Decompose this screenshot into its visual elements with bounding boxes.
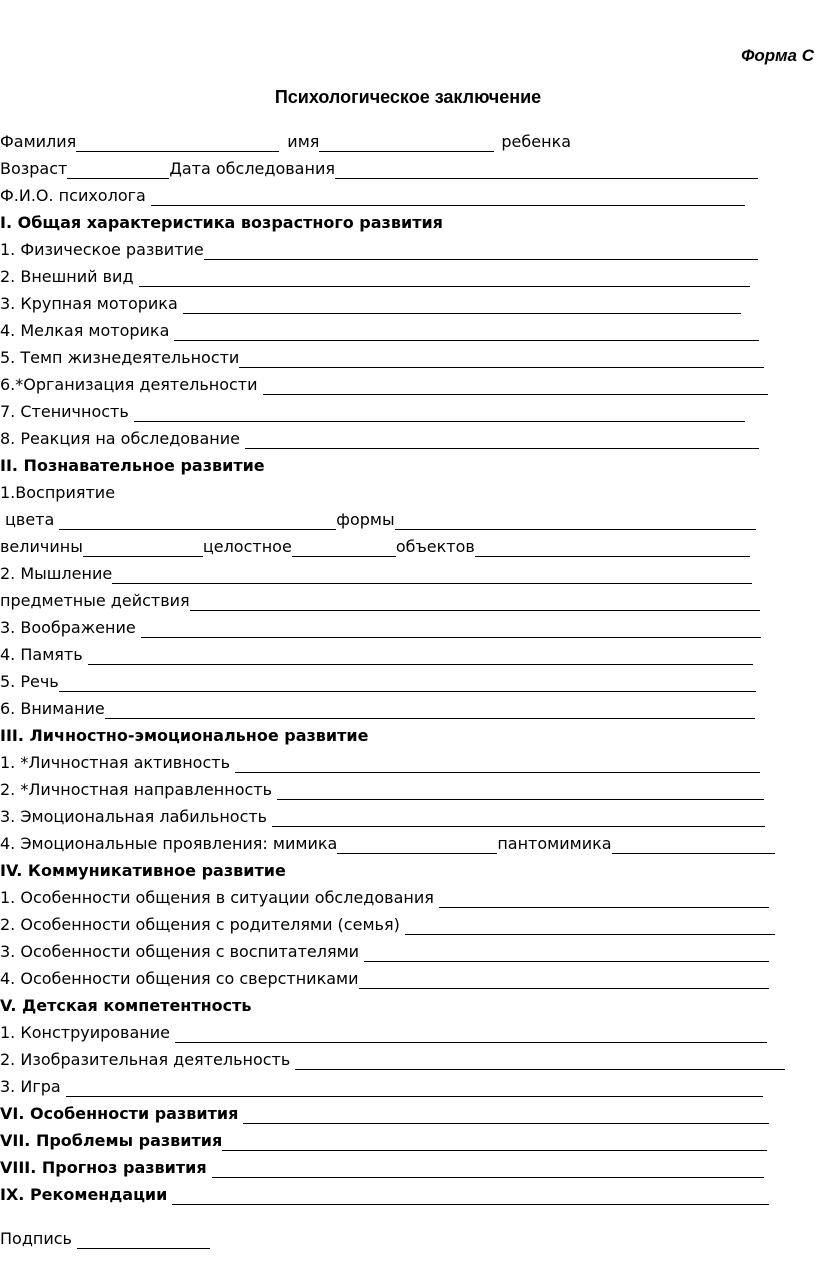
- emotional-expressions-row: [0, 830, 775, 854]
- surname-label: Фамилия: [0, 132, 77, 151]
- shape-label: формы: [336, 510, 395, 529]
- section-3-title: III. Личностно-эмоциональное развитие: [0, 726, 369, 745]
- signature-row: [0, 1225, 210, 1249]
- play-field[interactable]: [66, 1079, 763, 1097]
- facial-expressions-label: 4. Эмоциональные проявления: мимика: [0, 834, 338, 853]
- s1-item-row: [0, 263, 750, 287]
- pantomime-label: пантомимика: [497, 834, 612, 853]
- personal-orientation-label: 2. *Личностная направленность: [0, 780, 273, 799]
- physical-development-field[interactable]: [204, 242, 758, 260]
- memory-field[interactable]: [88, 647, 753, 665]
- s1-item-row: [0, 398, 745, 422]
- s1-item-row: [0, 317, 759, 341]
- section-3-heading: [0, 722, 368, 746]
- exam-reaction-label: 8. Реакция на обследование: [0, 429, 240, 448]
- emotional-lability-field[interactable]: [272, 809, 765, 827]
- object-actions-row: [0, 587, 760, 611]
- section-1-title: I. Общая характеристика возрастного развития: [0, 213, 443, 232]
- visual-activity-label: 2. Изобразительная деятельность: [0, 1050, 291, 1069]
- s1-item-row: [0, 236, 758, 260]
- section-9-row: [0, 1181, 769, 1205]
- name-field[interactable]: [319, 134, 494, 152]
- activity-organization-label: 6.*Организация деятельности: [0, 375, 258, 394]
- signature-label: Подпись: [0, 1229, 72, 1248]
- personal-orientation-field[interactable]: [277, 782, 764, 800]
- communication-parents-field[interactable]: [405, 917, 775, 935]
- speech-field[interactable]: [59, 674, 756, 692]
- emotional-lability-label: 3. Эмоциональная лабильность: [0, 807, 268, 826]
- exam-date-label: Дата обследования: [169, 159, 335, 178]
- s4-item-row: [0, 965, 769, 989]
- attention-label: 6. Внимание: [0, 699, 105, 718]
- exam-reaction-field[interactable]: [245, 431, 759, 449]
- imagination-label: 3. Воображение: [0, 618, 136, 637]
- size-field[interactable]: [83, 539, 203, 557]
- signature-field[interactable]: [77, 1231, 210, 1249]
- memory-row: [0, 641, 753, 665]
- speech-row: [0, 668, 756, 692]
- personal-activity-field[interactable]: [235, 755, 760, 773]
- visual-activity-field[interactable]: [295, 1052, 785, 1070]
- row-age: [0, 155, 758, 179]
- fine-motor-label: 4. Мелкая моторика: [0, 321, 170, 340]
- attention-field[interactable]: [105, 701, 755, 719]
- section-1-heading: [0, 209, 443, 233]
- section-7-row: [0, 1127, 767, 1151]
- section-8-field[interactable]: [212, 1160, 764, 1178]
- section-6-row: [0, 1100, 769, 1124]
- psychologist-label: Ф.И.О. психолога: [0, 186, 146, 205]
- communication-peers-label: 4. Особенности общения со сверстниками: [0, 969, 359, 988]
- form-code: Форма С: [741, 46, 814, 65]
- stenicity-label: 7. Стеничность: [0, 402, 129, 421]
- exam-date-field[interactable]: [335, 161, 758, 179]
- s4-item-row: [0, 911, 775, 935]
- section-4-title: IV. Коммуникативное развитие: [0, 861, 286, 880]
- life-pace-label: 5. Темп жизнедеятельности: [0, 348, 240, 367]
- s1-item-row: [0, 425, 759, 449]
- color-shape-row: [0, 506, 756, 530]
- stenicity-field[interactable]: [134, 404, 745, 422]
- activity-organization-field[interactable]: [263, 377, 768, 395]
- row-name: [0, 128, 571, 152]
- section-8-row: [0, 1154, 764, 1178]
- size-label: величины: [0, 537, 83, 556]
- s4-item-row: [0, 884, 769, 908]
- section-2-heading: [0, 452, 265, 476]
- section-8-title: VIII. Прогноз развития: [0, 1158, 207, 1177]
- section-6-title: VI. Особенности развития: [0, 1104, 239, 1123]
- s5-item-row: [0, 1019, 767, 1043]
- play-label: 3. Игра: [0, 1077, 61, 1096]
- whole-field[interactable]: [292, 539, 396, 557]
- section-2-title: II. Познавательное развитие: [0, 456, 265, 475]
- color-field[interactable]: [59, 512, 336, 530]
- s5-item-row: [0, 1073, 763, 1097]
- perception-row: [0, 479, 115, 503]
- whole-label: целостное: [202, 537, 292, 556]
- object-actions-field[interactable]: [190, 593, 760, 611]
- appearance-field[interactable]: [139, 269, 750, 287]
- shape-field[interactable]: [395, 512, 756, 530]
- objects-field[interactable]: [475, 539, 750, 557]
- appearance-label: 2. Внешний вид: [0, 267, 134, 286]
- child-label: ребенка: [501, 132, 572, 151]
- s3-item-row: [0, 776, 764, 800]
- age-label: Возраст: [0, 159, 68, 178]
- thinking-label: 2. Мышление: [0, 564, 113, 583]
- s5-item-row: [0, 1046, 785, 1070]
- perception-label: 1.Восприятие: [0, 483, 116, 502]
- gross-motor-label: 3. Крупная моторика: [0, 294, 178, 313]
- section-5-heading: [0, 992, 252, 1016]
- construction-label: 1. Конструирование: [0, 1023, 170, 1042]
- s3-item-row: [0, 803, 765, 827]
- s1-item-row: [0, 290, 741, 314]
- communication-exam-field[interactable]: [439, 890, 769, 908]
- psychologist-field[interactable]: [151, 188, 745, 206]
- section-7-field[interactable]: [222, 1133, 767, 1151]
- section-5-title: V. Детская компетентность: [0, 996, 252, 1015]
- section-6-field[interactable]: [243, 1106, 769, 1124]
- communication-peers-field[interactable]: [359, 971, 769, 989]
- section-4-heading: [0, 857, 286, 881]
- color-label: цвета: [5, 510, 55, 529]
- memory-label: 4. Память: [0, 645, 83, 664]
- row-psychologist: [0, 182, 745, 206]
- construction-field[interactable]: [175, 1025, 767, 1043]
- s1-item-row: [0, 371, 768, 395]
- life-pace-field[interactable]: [239, 350, 764, 368]
- fine-motor-field[interactable]: [174, 323, 759, 341]
- objects-label: объектов: [395, 537, 475, 556]
- facial-expressions-field[interactable]: [337, 836, 497, 854]
- section-7-title: VII. Проблемы развития: [0, 1131, 223, 1150]
- communication-exam-label: 1. Особенности общения в ситуации обследования: [0, 888, 434, 907]
- personal-activity-label: 1. *Личностная активность: [0, 753, 230, 772]
- communication-teachers-field[interactable]: [364, 944, 769, 962]
- document-title: Психологическое заключение: [274, 87, 542, 107]
- section-9-title: IX. Рекомендации: [0, 1185, 168, 1204]
- thinking-row: [0, 560, 752, 584]
- age-field[interactable]: [67, 161, 169, 179]
- imagination-row: [0, 614, 761, 638]
- section-9-field[interactable]: [172, 1187, 769, 1205]
- imagination-field[interactable]: [141, 620, 761, 638]
- s1-item-row: [0, 344, 764, 368]
- s4-item-row: [0, 938, 769, 962]
- s3-item-row: [0, 749, 760, 773]
- communication-parents-label: 2. Особенности общения с родителями (семья): [0, 915, 400, 934]
- surname-field[interactable]: [76, 134, 279, 152]
- communication-teachers-label: 3. Особенности общения с воспитателями: [0, 942, 360, 961]
- object-actions-label: предметные действия: [0, 591, 190, 610]
- size-row: [0, 533, 750, 557]
- attention-row: [0, 695, 755, 719]
- thinking-field[interactable]: [112, 566, 752, 584]
- physical-development-label: 1. Физическое развитие: [0, 240, 204, 259]
- name-label: имя: [287, 132, 320, 151]
- pantomime-field[interactable]: [612, 836, 775, 854]
- speech-label: 5. Речь: [0, 672, 59, 691]
- gross-motor-field[interactable]: [183, 296, 741, 314]
